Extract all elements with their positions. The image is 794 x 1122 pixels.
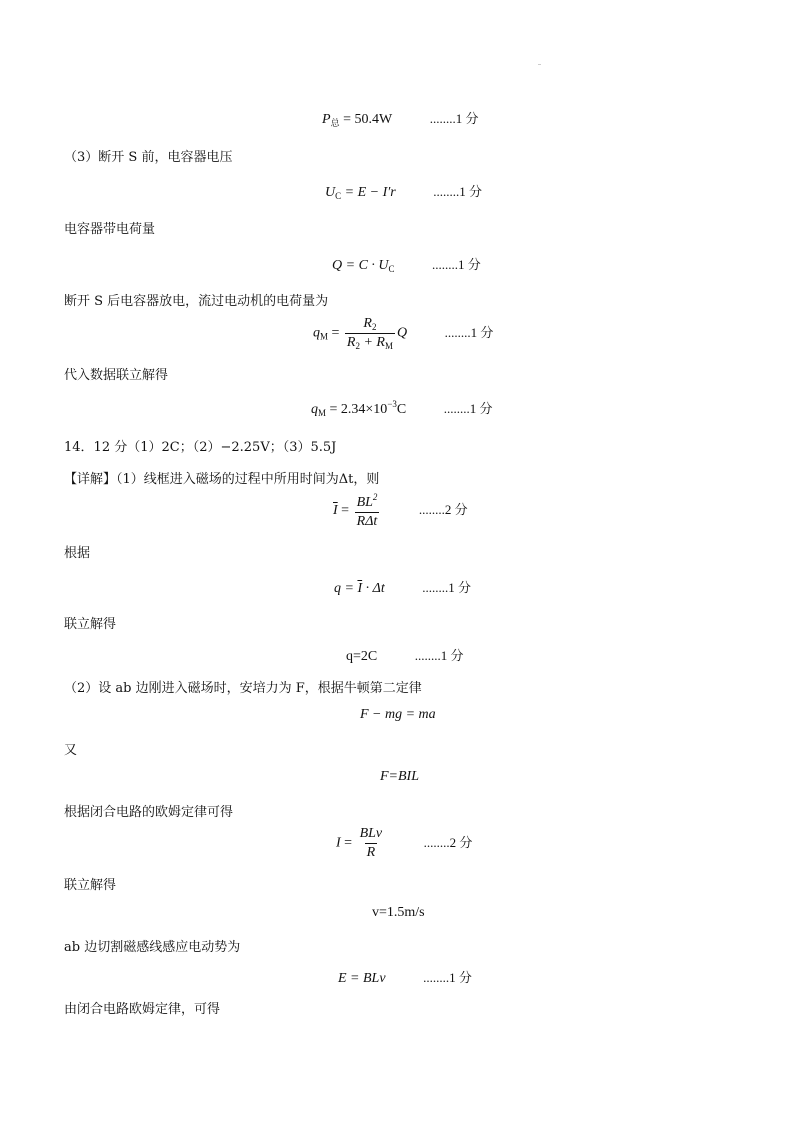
text-line: ab 边切割磁感线感应电动势为 [64, 940, 241, 955]
fraction: $\frac{BL^2}{\text{RΔt}}$ [356, 492, 378, 529]
score-mark: ........1 分 [423, 970, 472, 985]
score-mark: ........1 分 [414, 648, 464, 663]
fraction: $\frac{\text{BLv}}{R}$ [359, 826, 383, 860]
score-mark: ........1 分 [432, 257, 481, 272]
text-line: （3）断开 S 前，电容器电压 [64, 150, 233, 165]
text-line: 由闭合电路欧姆定律，可得 [64, 1002, 221, 1017]
score-mark: ........1 分 [443, 401, 493, 416]
equation-charge: $Q = C \cdot U_C$ ........1 分 [332, 254, 481, 274]
text-line: 又 [64, 743, 78, 758]
score-mark: ........2 分 [418, 502, 468, 518]
equation-velocity-result: v=1.5m/s [372, 905, 425, 920]
equation-capacitor-voltage: $U_C = E - I'r$ ........1 分 [325, 181, 482, 201]
score-mark: ........1 分 [444, 324, 494, 340]
equation-motor-charge: $q_M$ = $\frac{R_2}{R_2 + R_M}$ Q ........1 分 [313, 316, 494, 351]
text-line: 断开 S 后电容器放电，流过电动机的电荷量为 [64, 294, 329, 309]
text-line: 电容器带电荷量 [64, 222, 156, 237]
equation-charge-result: q=2C ........1 分 [346, 645, 464, 665]
score-mark: ........1 分 [422, 580, 471, 595]
score-mark: ........1 分 [433, 184, 483, 199]
text-line: 联立解得 [64, 617, 117, 632]
equation-ohm-current: I = $\frac{\text{BLv}}{R}$ ........2 分 [336, 826, 473, 860]
score-mark: ........1 分 [429, 111, 479, 126]
text-line: 根据 [64, 546, 91, 561]
score-mark: ........2 分 [423, 834, 473, 850]
text-line: 【详解】（1）线框进入磁场的过程中所用时间为Δt，则 [64, 472, 380, 487]
text-line: 根据闭合电路的欧姆定律可得 [64, 805, 234, 820]
text-line: 联立解得 [64, 878, 117, 893]
equation-power-total: $P_总 = 50.4W$ ........1 分 [322, 108, 478, 129]
equation-ampere-force: F=BIL [380, 769, 419, 784]
text-line: （2）设 ab 边刚进入磁场时，安培力为 F，根据牛顿第二定律 [64, 681, 422, 696]
fraction: $\frac{R_2}{R_2 + R_M}$ [346, 316, 393, 351]
equation-average-current: $\overline{I}$ = $\frac{BL^2}{\text{RΔt}}$ ........2 分 [333, 492, 468, 529]
equation-newton-second-law: F − mg = ma [360, 707, 436, 722]
text-line: 代入数据联立解得 [64, 368, 169, 383]
equation-emf: E = BLv ........1 分 [338, 967, 472, 987]
equation-charge-time: $q = \overline{I} \cdot \Delta t$ ........1 分 [334, 577, 471, 597]
equation-motor-charge-result: $q_M = 2.34\times 10^{-3}C$ ........1 分 [311, 399, 493, 418]
answer-summary: 14．12 分（1）2C；（2）−2.25V；（3）5.5J [64, 440, 337, 455]
scan-dot [538, 64, 541, 65]
